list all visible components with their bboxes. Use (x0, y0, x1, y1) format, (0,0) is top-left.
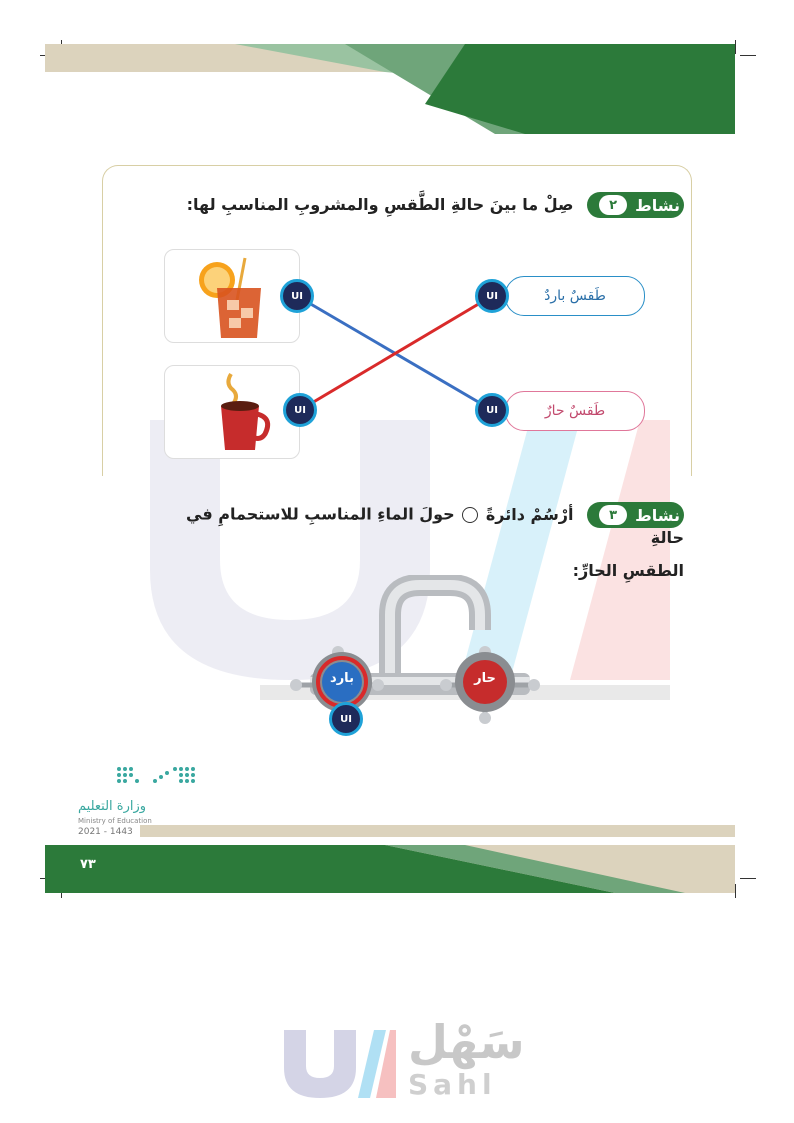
crop-mark (740, 878, 756, 879)
cold-tap-label[interactable]: بارد (330, 671, 354, 686)
sahl-brand-ar: سَهْل (408, 1015, 525, 1069)
cold-weather-label: طَقسٌ باردٌ (544, 288, 606, 304)
sahl-marker-text: UI (294, 404, 306, 416)
sahl-marker-text: UI (340, 713, 352, 725)
sahl-marker[interactable] (280, 279, 314, 313)
activity-3-instruction-part2: حولَ الماءِ المناسبِ للاستحمامِ في حالةِ (186, 504, 684, 547)
page-number: ٧٣ (80, 857, 96, 872)
sahl-brand-logo (278, 1018, 398, 1100)
sahl-marker[interactable] (475, 393, 509, 427)
ministry-logo-dots (115, 765, 199, 787)
sahl-marker[interactable] (329, 702, 363, 736)
edition-year: 2021 - 1443 (78, 827, 133, 837)
sahl-marker[interactable] (283, 393, 317, 427)
sahl-marker-text: UI (291, 290, 303, 302)
footer-beige-stripe (140, 825, 735, 837)
activity-2-instruction: صِلْ ما بينَ حالةِ الطَّقسِ والمشروبِ المناسبِ لها: (186, 194, 574, 214)
ministry-name-en: Ministry of Education (78, 817, 152, 825)
hot-weather-label: طَقسٌ حارٌ (544, 403, 606, 419)
matching-lines (0, 0, 794, 470)
activity-3-heading (160, 502, 684, 580)
badge-label: نشاط (635, 195, 680, 215)
activity-3-instruction-line2: الطقسِ الحارِّ: (572, 561, 684, 580)
ministry-name-ar: وزارة التعليم (78, 799, 147, 814)
sahl-marker-text: UI (486, 404, 498, 416)
sahl-marker-text: UI (486, 290, 498, 302)
activity-3-instruction-part1: أرْسُمْ دائرةً (485, 504, 574, 524)
activity-3-badge (587, 502, 684, 528)
hot-tap-label[interactable]: حار (474, 671, 496, 686)
faucet-image (280, 575, 550, 740)
sahl-brand-en: Sahl (408, 1068, 497, 1101)
circle-icon (462, 507, 478, 523)
footer-band (45, 845, 735, 893)
sahl-marker[interactable] (475, 279, 509, 313)
badge-number: ٣ (599, 505, 627, 525)
badge-label: نشاط (635, 505, 680, 525)
crop-mark (735, 884, 736, 898)
badge-number: ٢ (599, 195, 627, 215)
